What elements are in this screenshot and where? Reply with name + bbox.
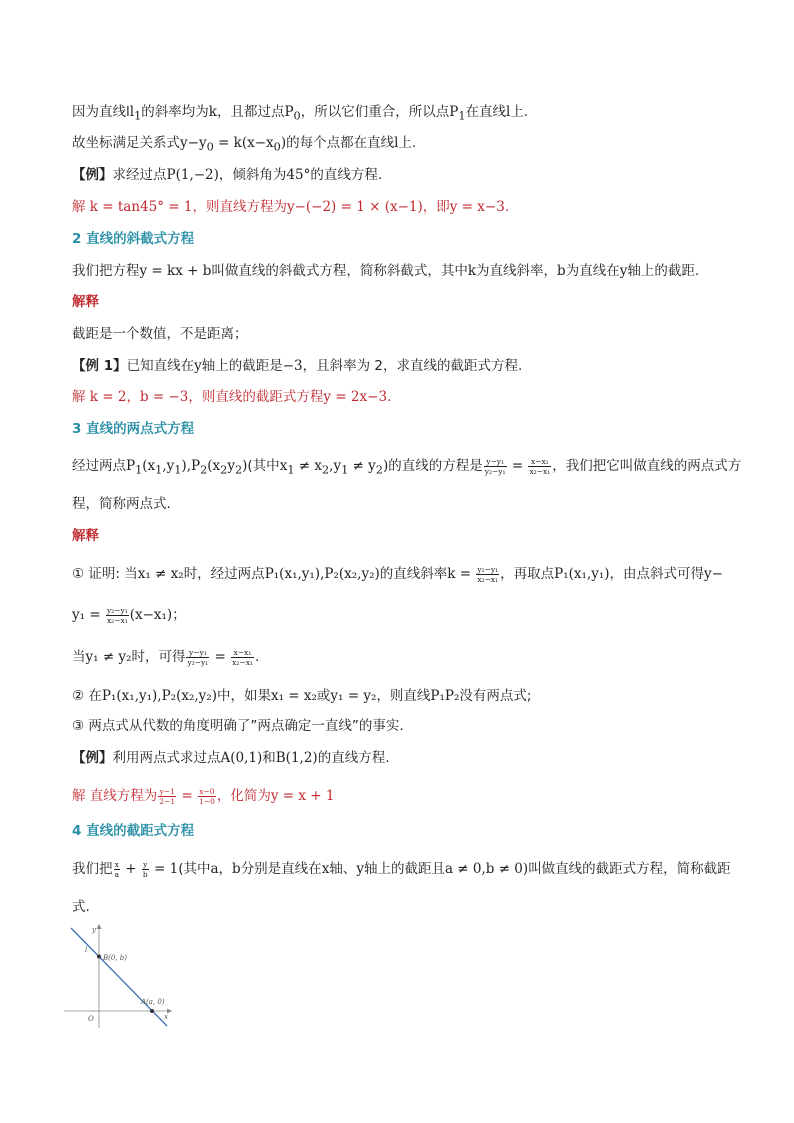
- math: ): [242, 458, 248, 474]
- fraction-denominator: x₂−x₁: [477, 574, 499, 584]
- example-3: [72, 748, 390, 768]
- math-sub: 1: [155, 463, 163, 477]
- text: ，: [218, 861, 233, 877]
- math-sub: 0: [273, 140, 281, 154]
- fraction-numerator: x−x₁: [528, 457, 551, 467]
- text: 中，如果: [216, 688, 271, 704]
- math: ),P: [181, 458, 201, 474]
- math-sub: 1: [134, 109, 142, 123]
- text: 直线方程为: [89, 788, 158, 804]
- math: ): [522, 861, 529, 877]
- math-sub: 2: [322, 463, 330, 477]
- text: (其中: [178, 861, 211, 877]
- math: x: [279, 458, 288, 474]
- math: x₁ ≠ x₂: [137, 566, 184, 582]
- math: =: [507, 458, 528, 474]
- math-sub: 2: [200, 463, 208, 477]
- y-axis-arrow: [97, 924, 102, 929]
- point-b: [97, 955, 101, 959]
- math: =: [210, 649, 231, 665]
- text: 和: [262, 750, 276, 766]
- text: 的直线方程.: [310, 167, 383, 183]
- point-a-label: A(a, 0): [141, 998, 165, 1006]
- math: (x: [207, 458, 221, 474]
- math: y₁ =: [72, 607, 105, 623]
- math: P₁(x₁,y₁),P₂(x₂,y₂): [101, 688, 217, 704]
- fraction: [528, 457, 551, 476]
- fraction-numerator: y−y₁: [186, 648, 209, 658]
- example-tag: 【例】: [72, 750, 113, 766]
- math: l: [129, 104, 135, 120]
- text-line-2: [72, 133, 416, 158]
- text: ，且斜率为 2，求直线的截距式方程.: [302, 358, 523, 374]
- math: y−y: [180, 135, 207, 151]
- point-b-label: B(0, b): [103, 954, 127, 962]
- origin-label: O: [88, 1015, 94, 1023]
- explanation-heading-2: 解释: [72, 528, 99, 544]
- math: P: [126, 458, 136, 474]
- text: 的直线的方程是: [388, 458, 483, 474]
- math: b: [232, 861, 241, 877]
- text: ① 证明: 当: [72, 566, 138, 582]
- math-sub: 2: [234, 463, 243, 477]
- text: 的每个点都在直线: [286, 135, 395, 151]
- math: (x: [142, 458, 156, 474]
- text: 轴上的截距是: [201, 358, 283, 374]
- text: ，我们把它叫做直线的两点式方: [552, 458, 742, 474]
- point-a: [150, 1009, 154, 1013]
- math: (x−x₁): [129, 607, 173, 623]
- clause-1-line-1: [72, 564, 723, 584]
- text: 上.: [398, 135, 417, 151]
- math: = 1: [149, 861, 179, 877]
- math: ≠ y: [348, 458, 376, 474]
- fraction: [142, 860, 149, 879]
- text: ，则直线: [376, 688, 431, 704]
- fraction: [106, 606, 129, 625]
- math: P₁(x₁,y₁): [554, 566, 610, 582]
- math: P: [449, 104, 459, 120]
- fraction: [231, 648, 254, 667]
- fraction: [484, 457, 507, 476]
- clause-1-line-2: [72, 605, 186, 625]
- text: 或: [316, 688, 331, 704]
- solution-2: [72, 387, 391, 407]
- fraction-numerator: y−y₁: [484, 457, 507, 467]
- fraction-numerator: x: [114, 859, 119, 869]
- math: y: [194, 358, 202, 374]
- x-axis-label: x: [164, 1013, 168, 1021]
- math: ): [280, 135, 287, 151]
- fraction-numerator: y: [143, 859, 148, 869]
- text: 叫做直线的斜截式方程，简称斜截式，其中: [211, 263, 468, 279]
- example-1: [72, 165, 382, 185]
- math: y: [227, 458, 235, 474]
- fraction-denominator: a: [114, 869, 119, 879]
- text: 解: [72, 389, 90, 405]
- math-sub: 1: [341, 463, 349, 477]
- example-tag: 【例 1】: [72, 358, 127, 374]
- text: 利用两点式求过点: [112, 750, 221, 766]
- fraction-denominator: b: [142, 869, 148, 879]
- math: P₁(x₁,y₁),P₂(x₂,y₂): [264, 566, 380, 582]
- text: 时，可得: [131, 649, 186, 665]
- math: y₁ = y₂: [330, 688, 377, 704]
- fraction: [158, 787, 176, 806]
- paragraph-2: [72, 261, 699, 281]
- y-axis-label: y: [92, 926, 96, 934]
- fraction-numerator: y₂−y₁: [106, 605, 128, 615]
- text: ，则直线方程为: [192, 199, 287, 215]
- text: ，化简为: [216, 788, 271, 804]
- text: 没有两点式;: [459, 688, 532, 704]
- math: =: [177, 788, 198, 804]
- line-label: l: [85, 946, 88, 954]
- text: 叫做直线的截距式方程，简称截距: [528, 861, 731, 877]
- text: ，由点斜式可得: [609, 566, 704, 582]
- fraction-numerator: y−1: [159, 786, 175, 796]
- math: k = 2，b = −3: [89, 389, 189, 405]
- text: 当: [72, 649, 86, 665]
- math-sub: 2: [375, 463, 383, 477]
- note-text: 截距是一个数值，不是距离；: [72, 326, 248, 342]
- math: ,y: [329, 458, 342, 474]
- text: 分别是直线在: [240, 861, 322, 877]
- paragraph-3-line-2: 程，简称两点式.: [72, 496, 171, 512]
- math-sub: 2: [220, 463, 228, 477]
- math: b: [557, 263, 566, 279]
- math-sub: 1: [458, 109, 466, 123]
- math: l: [394, 135, 399, 151]
- fraction-numerator: x−0: [199, 786, 215, 796]
- math: P: [284, 104, 294, 120]
- math-sub: 1: [287, 463, 295, 477]
- clause-2: [72, 686, 531, 706]
- math-sub: 0: [206, 140, 214, 154]
- math: y = x−3: [449, 199, 505, 215]
- text: 的直线方程.: [317, 750, 390, 766]
- math: A(0,1): [220, 750, 263, 766]
- explanation-heading-1: 解释: [72, 294, 99, 310]
- math: 45°: [286, 167, 311, 183]
- fraction-numerator: x−x₁: [231, 648, 254, 658]
- fraction: [114, 860, 120, 879]
- text: 为直线在: [565, 263, 620, 279]
- text: 经过两点: [72, 458, 126, 474]
- math-sub: 1: [135, 463, 143, 477]
- fraction: [186, 648, 209, 667]
- text: .: [254, 649, 260, 665]
- text: 因为直线l: [72, 104, 130, 120]
- math: P₁P₂: [430, 688, 460, 704]
- math: B(1,2): [275, 750, 318, 766]
- text: 我们把: [72, 861, 113, 877]
- text: ，即: [422, 199, 450, 215]
- section-heading-4: 4 直线的截距式方程: [72, 823, 195, 839]
- section-heading-2: 2 直线的斜截式方程: [72, 231, 195, 247]
- math: y: [356, 861, 364, 877]
- math: y = x + 1: [270, 788, 335, 804]
- fraction-denominator: 2−1: [159, 796, 176, 806]
- math: P(1,−2): [166, 167, 219, 183]
- math: ,y: [162, 458, 175, 474]
- solution-3: [72, 786, 334, 806]
- fraction: [476, 565, 499, 584]
- math: y: [619, 263, 628, 279]
- text: 时，经过两点: [183, 566, 265, 582]
- math: k: [208, 104, 217, 120]
- text: 的斜率均为: [141, 104, 209, 120]
- math: = k(x−x: [213, 135, 274, 151]
- fraction-denominator: x₂−x₁: [529, 466, 551, 476]
- fraction-denominator: y₂−y₁: [187, 657, 209, 667]
- fraction-denominator: 1−0: [199, 796, 215, 806]
- text: ，倾斜角为: [218, 167, 287, 183]
- fraction-denominator: x₂−x₁: [232, 657, 253, 667]
- math-sub: 0: [293, 109, 301, 123]
- paragraph-4-line-1: [72, 859, 731, 879]
- math: x₁ = x₂: [270, 688, 317, 704]
- text: 求经过点: [112, 167, 167, 183]
- math: y₁ ≠ y₂: [85, 649, 132, 665]
- solution-1: [72, 197, 509, 217]
- math: k = tan45° = 1: [89, 199, 193, 215]
- math: k: [467, 263, 477, 279]
- math: y = 2x−3: [323, 389, 388, 405]
- fraction: [198, 787, 216, 806]
- math: a ≠ 0,b ≠ 0: [444, 861, 523, 877]
- clause-3: ③ 两点式从代数的角度明确了”两点确定一直线”的事实.: [72, 718, 404, 734]
- text: 上.: [510, 104, 529, 120]
- math: y−(−2) = 1 × (x−1): [286, 199, 423, 215]
- fraction-numerator: y₂−y₁: [477, 564, 499, 574]
- text: 轴、: [329, 861, 357, 877]
- math: l: [505, 104, 511, 120]
- math: −3: [282, 358, 303, 374]
- text: .: [387, 389, 392, 405]
- text: ，所以它们重合，所以点: [300, 104, 450, 120]
- math-sub: 1: [174, 463, 182, 477]
- text: (其中: [247, 458, 280, 474]
- text: ，则直线的截距式方程: [188, 389, 324, 405]
- text: 在直线: [465, 104, 506, 120]
- example-2: [72, 356, 522, 376]
- intercept-diagram: [64, 920, 186, 1028]
- text: 我们把方程: [72, 263, 140, 279]
- text: 为直线斜率，: [476, 263, 558, 279]
- text: 解: [72, 788, 90, 804]
- paragraph-4-line-2: 式.: [72, 899, 90, 915]
- text: ② 在: [72, 688, 102, 704]
- fraction-denominator: x₂−x₁: [106, 615, 128, 625]
- example-tag: 【例】: [72, 167, 113, 183]
- text: ，且都过点: [216, 104, 285, 120]
- text: ，再取点: [500, 566, 555, 582]
- math: k =: [447, 566, 476, 582]
- math: ≠ x: [294, 458, 322, 474]
- math: +: [120, 861, 141, 877]
- text: 解: [72, 199, 90, 215]
- math: x: [321, 861, 330, 877]
- text: 轴上的截距且: [363, 861, 445, 877]
- text: 轴上的截距.: [627, 263, 700, 279]
- math: y = kx + b: [139, 263, 212, 279]
- text: .: [504, 199, 510, 215]
- text: ；: [172, 607, 186, 623]
- section-heading-3: 3 直线的两点式方程: [72, 421, 195, 437]
- paragraph-3-line-1: [72, 456, 741, 481]
- clause-1-line-3: [72, 647, 259, 667]
- math: a: [210, 861, 219, 877]
- math: ): [382, 458, 389, 474]
- text-line-1: [72, 102, 528, 127]
- text: 已知直线在: [126, 358, 195, 374]
- math: y−: [704, 566, 723, 582]
- text: 故坐标满足关系式: [72, 135, 180, 151]
- text: 的直线斜率: [379, 566, 448, 582]
- fraction-denominator: y₂−y₁: [484, 466, 506, 476]
